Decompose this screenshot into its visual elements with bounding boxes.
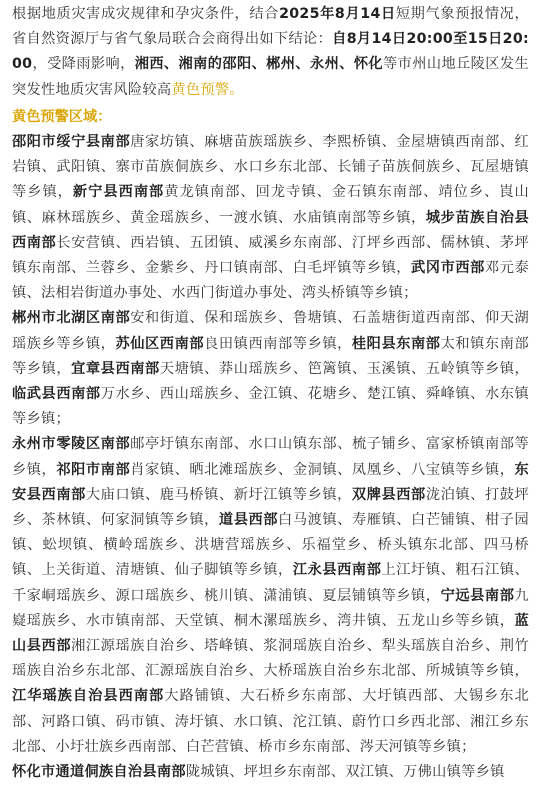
huaihua-towns-0: 陇城镇、坪坦乡东南部、双江镇、万佛山镇等乡镇 <box>185 764 505 781</box>
yongzhou-county-1: 祁阳市南部 <box>56 461 131 478</box>
chenzhou-towns-0: 安和街道、保和瑶族乡、鲁塘镇、石盖塘街道西南部、仰天湖瑶族乡等乡镇， <box>12 310 530 352</box>
shaoyang-towns-1: 黄龙镇南部、回龙寺镇、金石镇东南部、靖位乡、崀山镇、麻林瑶族乡、黄金瑶族乡、一渡水镇、水庙镇南部等乡镇， <box>12 184 530 226</box>
yongzhou-towns-7: 湘江源瑶族自治乡、塔峰镇、浆洞瑶族自治乡、犁头瑶族自治乡、荆竹瑶族自治乡东北部、汇源瑶族自治乡、大桥瑶族自治乡东北部、所城镇等乡镇， <box>12 638 529 680</box>
region-heading: 黄色预警区域： <box>12 108 112 125</box>
chenzhou-county-2: 桂阳县东南部 <box>351 335 441 352</box>
chenzhou-county-3: 宜章县西南部 <box>71 360 160 377</box>
shaoyang-county-1: 新宁县西南部 <box>72 184 165 201</box>
chenzhou-towns-2: 太和镇东南部等乡镇， <box>12 335 529 377</box>
chenzhou-county-0: 郴州市北湖区南部 <box>12 310 131 327</box>
chenzhou-towns-1: 良田镇西南部等乡镇， <box>204 335 352 352</box>
chenzhou-county-1: 苏仙区西南部 <box>115 335 205 352</box>
yongzhou-towns-1: 肖家镇、晒北滩瑶族乡、金洞镇、凤凰乡、八宝镇等乡镇， <box>130 461 515 478</box>
intro-text-2: 短期气象预报情况，省自然资源厅与省气象局联合会商得出如下结论： <box>12 6 530 48</box>
chenzhou-paragraph <box>12 306 529 432</box>
yongzhou-paragraph <box>12 432 529 760</box>
yongzhou-county-4: 道县西部 <box>218 512 279 529</box>
yongzhou-towns-3: 泷泊镇、打鼓坪乡、茶林镇、何家洞镇等乡镇， <box>12 486 529 529</box>
intro-text-1: 根据地质灾害成灾规律和孕灾条件，结合 <box>12 6 280 22</box>
shaoyang-towns-0: 唐家坊镇、麻塘苗族瑶族乡、李熙桥镇、金屋塘镇西南部、红岩镇、武阳镇、寨市苗族侗族乡、水口乡东北部、长铺子苗族侗族乡、瓦屋塘镇等乡镇， <box>12 134 530 201</box>
yongzhou-towns-0: 邮亭圩镇东南部、水口山镇东部、梳子铺乡、富家桥镇南部等乡镇， <box>12 436 530 478</box>
shaoyang-county-3: 武冈市西部 <box>411 260 485 277</box>
shaoyang-paragraph <box>12 130 529 306</box>
yongzhou-county-6: 宁远县南部 <box>440 587 515 604</box>
yongzhou-county-7: 蓝山县西部 <box>12 612 529 655</box>
yongzhou-county-5: 江永县西南部 <box>292 562 382 579</box>
intro-warning-level: 黄色预警。 <box>171 81 244 98</box>
article-body <box>0 2 541 785</box>
intro-text-4: 等市州山地丘陵区发生突发性地质灾害风险较高 <box>12 56 529 98</box>
shaoyang-county-2: 城步苗族自治县西南部 <box>12 209 529 251</box>
shaoyang-towns-3: 邓元泰镇、法相岩街道办事处、水西门街道办事处、湾头桥镇等乡镇； <box>12 260 529 302</box>
yongzhou-towns-4: 白马渡镇、寿雁镇、白芒铺镇、柑子园镇、蚣坝镇、横岭瑶族乡、洪塘营瑶族乡、乐福堂乡、桥头镇东北部、四马桥镇、上关街道、清塘镇、仙子脚镇等乡镇， <box>12 512 530 579</box>
shaoyang-county-0: 邵阳市绥宁县南部 <box>12 134 131 151</box>
chenzhou-county-4: 临武县西南部 <box>12 386 101 403</box>
intro-time-range: 自8月14日20:00至15日20:00 <box>12 31 529 73</box>
yongzhou-county-8: 江华瑶族自治县西南部 <box>12 688 165 705</box>
yongzhou-county-3: 双牌县西部 <box>351 486 426 503</box>
intro-text-3: ，受降雨影响， <box>32 56 135 73</box>
huaihua-paragraph <box>12 760 529 785</box>
yongzhou-towns-5: 上江圩镇、粗石江镇、千家峒瑶族乡、源口瑶族乡、桃川镇、潇浦镇、夏层铺镇等乡镇， <box>12 562 529 604</box>
huaihua-county-0: 怀化市通道侗族自治县南部 <box>12 764 186 781</box>
intro-date: 2025年8月14日 <box>279 6 396 22</box>
chenzhou-towns-3: 天塘镇、莽山瑶族乡、笆篱镇、玉溪镇、五岭镇等乡镇， <box>159 360 529 377</box>
shaoyang-towns-2: 长安营镇、西岩镇、五团镇、威溪乡东南部、汀坪乡西部、儒林镇、茅坪镇东南部、兰蓉乡、金紫乡、丹口镇南部、白毛坪镇等乡镇， <box>12 234 529 277</box>
intro-paragraph <box>12 2 529 103</box>
yongzhou-towns-8: 大路铺镇、大石桥乡东南部、大圩镇西部、大锡乡东北部、河路口镇、码市镇、涛圩镇、水口镇、沱江镇、蔚竹口乡西北部、湘江乡东北部、小圩壮族乡西南部、白芒营镇、桥市乡东南部、涔天河镇等乡镇； <box>12 688 529 755</box>
yongzhou-county-0: 永州市零陵区南部 <box>12 436 131 453</box>
yongzhou-towns-2: 大庙口镇、鹿马桥镇、新圩江镇等乡镇， <box>85 486 352 503</box>
yongzhou-county-2: 东安县西南部 <box>12 461 529 503</box>
intro-areas: 湘西、湘南的邵阳、郴州、永州、怀化 <box>134 56 384 73</box>
yongzhou-towns-6: 九嶷瑶族乡、水市镇南部、天堂镇、桐木漯瑶族乡、湾井镇、五龙山乡等乡镇， <box>12 587 529 629</box>
chenzhou-towns-4: 万水乡、西山瑶族乡、金江镇、花塘乡、楚江镇、舜峰镇、水东镇等乡镇； <box>12 386 529 428</box>
